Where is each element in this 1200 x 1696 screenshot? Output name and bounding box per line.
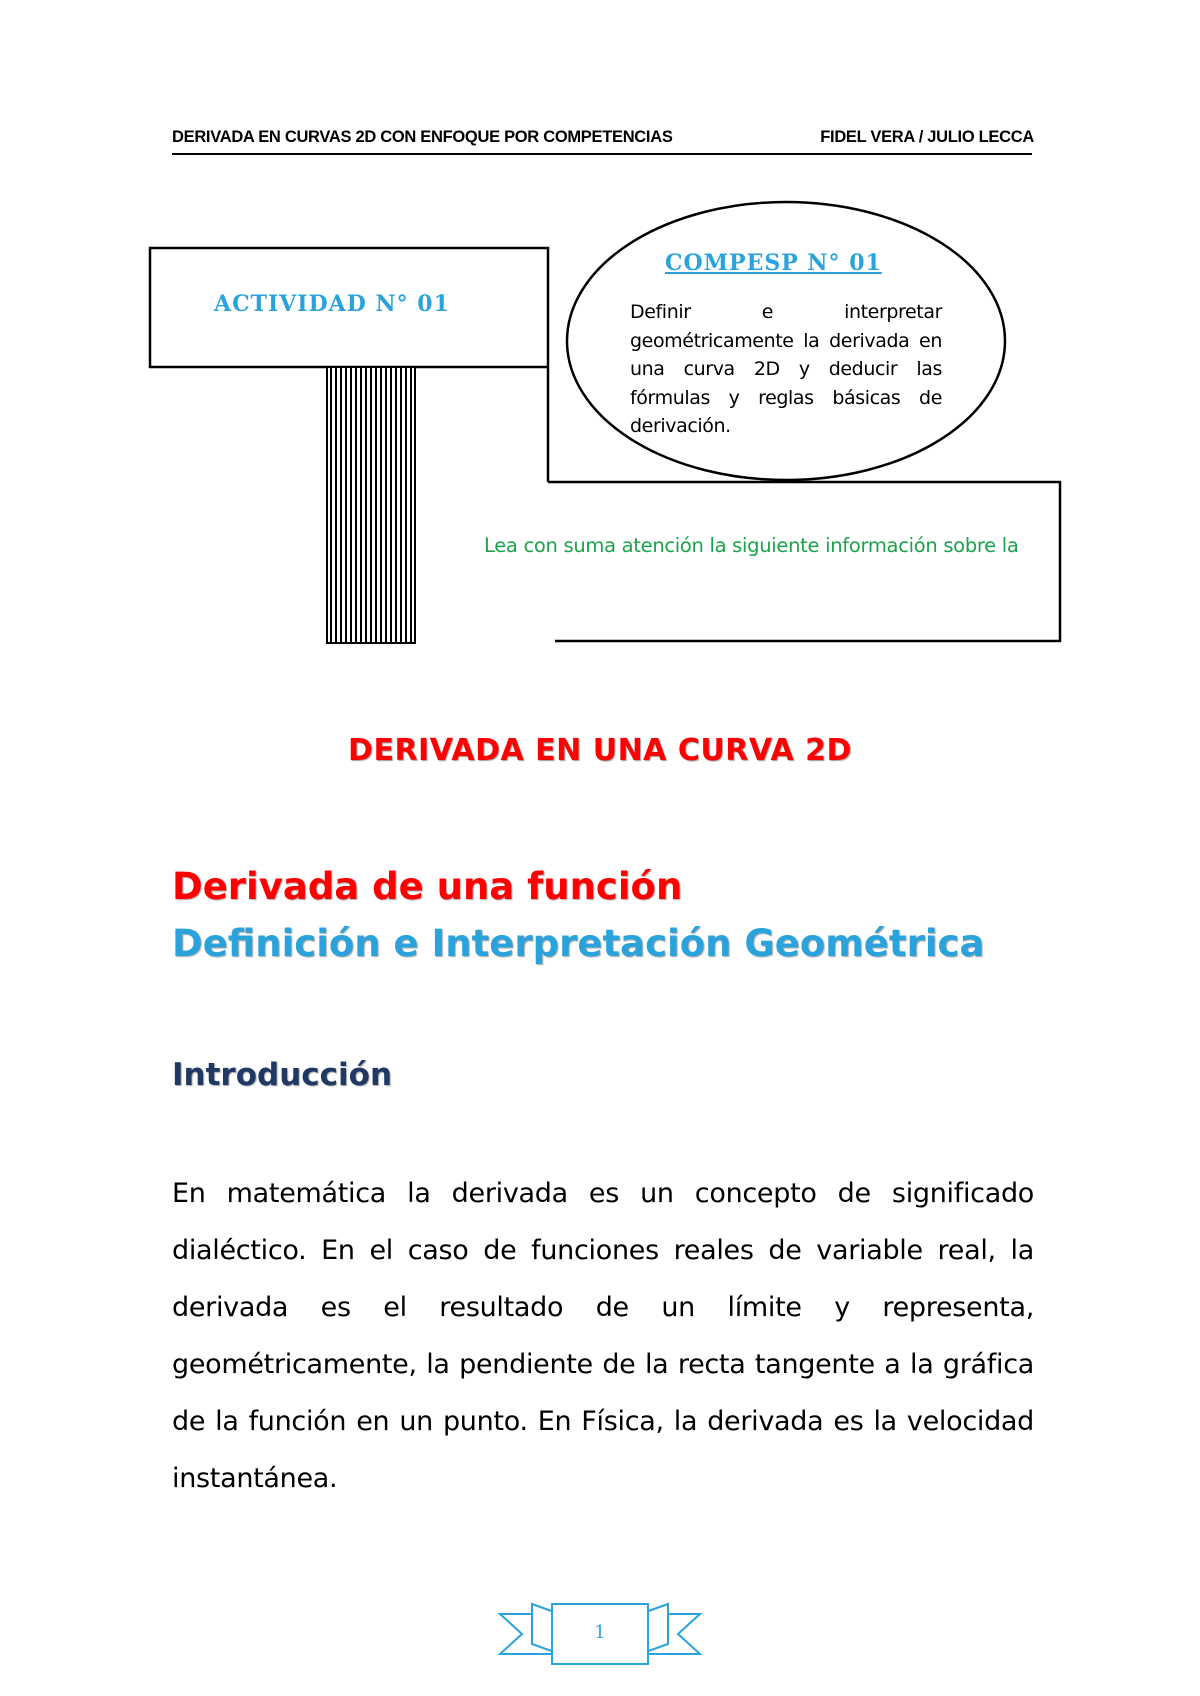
instruction-box-outline — [548, 482, 1060, 641]
definition-heading: Definición e Interpretación Geométrica — [172, 922, 985, 965]
intro-paragraph: En matemática la derivada es un concepto de significado dialéctico. En el caso de funciones reales de variable real, la derivada es el resultado de un límite y representa, geométricamente, la pendiente de la recta tangente a la gráfica de la función en un punto. En Física, la derivada es la velocidad instantánea. — [172, 1178, 1034, 1494]
compesp-title: COMPESP N° 01 — [665, 250, 882, 276]
page-number: 1 — [594, 1622, 606, 1643]
compesp-description: Definir e interpretar geométricamente la derivada en una curva 2D y deducir las fórmulas y reglas básicas de derivación. — [630, 301, 942, 438]
instruction-text: Lea con suma atención la siguiente información sobre la — [484, 534, 1019, 557]
header-document-title: DERIVADA EN CURVAS 2D CON ENFOQUE POR COMPETENCIAS — [172, 128, 673, 146]
header-authors: FIDEL VERA / JULIO LECCA — [820, 128, 1034, 146]
striped-pillar — [327, 367, 415, 643]
main-title: DERIVADA EN UNA CURVA 2D — [348, 733, 852, 768]
intro-heading: Introducción — [172, 1057, 393, 1093]
function-heading: Derivada de una función — [172, 865, 683, 908]
activity-frame-graphic — [0, 0, 1200, 700]
activity-label: ACTIVIDAD N° 01 — [214, 291, 450, 317]
